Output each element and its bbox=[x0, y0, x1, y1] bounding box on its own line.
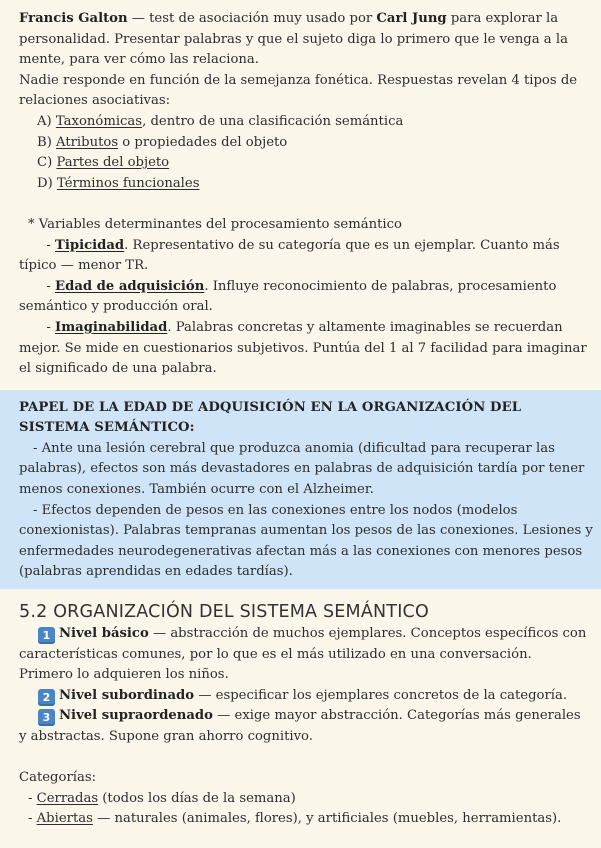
category-dash: - bbox=[28, 790, 37, 806]
level-subordinado bbox=[0, 686, 601, 707]
category-cerradas bbox=[0, 789, 601, 810]
callout-title: PAPEL DE LA EDAD DE ADQUISICIÓN EN LA ORGANIZACIÓN DEL SISTEMA SEMÁNTICO: bbox=[19, 399, 522, 436]
galton-name: Francis Galton bbox=[19, 11, 128, 26]
variable-text: . Palabras concretas y altamente imaginables se recuerdan mejor. Se mide en cuestionarios subjetivos. Puntúa del 1 al 7 facilidad para imaginar el significado de una palabra. bbox=[19, 319, 587, 377]
level-supraordenado bbox=[0, 706, 601, 747]
relation-letter: B) bbox=[37, 134, 57, 150]
variable-dash: - bbox=[46, 278, 56, 294]
level-text: — abstracción de muchos ejemplares. Conceptos específicos con características comunes, por lo que es el más utilizado en una conversación. Primero lo adquieren los niños. bbox=[19, 626, 587, 683]
level-term: Nivel supraordenado bbox=[59, 708, 213, 724]
relation-rest: o propiedades del objeto bbox=[118, 134, 288, 150]
variable-edad bbox=[0, 277, 601, 318]
number-two-icon: 2 bbox=[38, 689, 55, 706]
relation-item bbox=[0, 153, 601, 174]
callout-paragraph: - Ante una lesión cerebral que produzca anomia (dificultad para recuperar las palabras), efectos son más devastadores en palabras de adquisición tardía por tener menos conexiones. También ocurre con el Alzheimer. bbox=[19, 440, 585, 498]
variable-text: . Representativo de su categoría que es un ejemplar. Cuanto más típico — menor TR. bbox=[19, 237, 560, 274]
relation-item bbox=[0, 133, 601, 154]
relation-letter: C) bbox=[37, 155, 57, 171]
jung-name: Carl Jung bbox=[376, 11, 447, 26]
variable-tipicidad bbox=[0, 236, 601, 277]
relations-list bbox=[0, 112, 601, 194]
variable-dash: - bbox=[46, 237, 56, 253]
number-one-icon: 1 bbox=[38, 627, 55, 644]
level-term: Nivel básico bbox=[59, 626, 149, 642]
variables-heading: * Variables determinantes del procesamiento semántico bbox=[28, 216, 402, 232]
relation-term: Partes del objeto bbox=[56, 155, 170, 171]
relation-item bbox=[0, 112, 601, 133]
phonetic-paragraph: Nadie responde en función de la semejanza fonética. Respuestas revelan 4 tipos de relaciones asociativas: bbox=[19, 72, 578, 109]
relation-item bbox=[0, 174, 601, 195]
section-heading: 5.2 ORGANIZACIÓN DEL SISTEMA SEMÁNTICO bbox=[19, 602, 429, 623]
variable-imaginabilidad bbox=[0, 318, 601, 380]
level-text: — exige mayor abstracción. Categorías más generales y abstractas. Supone gran ahorro cognitivo. bbox=[19, 708, 581, 744]
category-abiertas bbox=[0, 809, 601, 830]
category-text: — naturales (animales, flores), y artificiales (muebles, herramientas). bbox=[92, 811, 562, 827]
number-three-icon: 3 bbox=[38, 709, 55, 726]
category-term: Abiertas bbox=[36, 811, 93, 827]
categories-label: Categorías: bbox=[19, 770, 97, 786]
galton-text-a: — test de asociación muy usado por bbox=[127, 11, 377, 26]
relation-term: Taxonómicas bbox=[55, 113, 143, 129]
category-dash: - bbox=[28, 811, 37, 827]
relation-term: Atributos bbox=[56, 134, 119, 150]
level-text: — especificar los ejemplares concretos de la categoría. bbox=[194, 687, 568, 703]
galton-text-b: para explorar la personalidad. Presentar palabras y que el sujeto diga lo primero que le venga a la mente, para ver cómo las relaciona. bbox=[19, 11, 568, 68]
spacer bbox=[0, 194, 601, 215]
relation-letter: A) bbox=[37, 113, 56, 129]
level-basico bbox=[0, 624, 601, 686]
callout-paragraph: - Efectos dependen de pesos en las conexiones entre los nodos (modelos conexionistas). Palabras tempranas aumentan los pesos de las conexiones. Lesiones y enfermedades neurodegenerativas afectan más a las conexiones con menores pesos (palabras aprendidas en edades tardías). bbox=[19, 502, 593, 580]
relation-letter: D) bbox=[37, 175, 57, 191]
relation-term: Términos funcionales bbox=[56, 175, 200, 191]
category-term: Cerradas bbox=[36, 790, 99, 806]
level-term: Nivel subordinado bbox=[59, 687, 195, 703]
galton-paragraph bbox=[0, 9, 601, 71]
variable-term: Tipicidad bbox=[55, 237, 125, 253]
relation-rest: , dentro de una clasificación semántica bbox=[142, 113, 404, 129]
variable-dash: - bbox=[46, 319, 56, 335]
variable-text: . Influye reconocimiento de palabras, procesamiento semántico y producción oral. bbox=[19, 278, 557, 315]
spacer bbox=[0, 748, 601, 769]
variable-term: Edad de adquisición bbox=[55, 278, 205, 294]
category-text: (todos los días de la semana) bbox=[98, 790, 296, 806]
variable-term: Imaginabilidad bbox=[55, 319, 168, 335]
callout-box bbox=[0, 390, 601, 589]
